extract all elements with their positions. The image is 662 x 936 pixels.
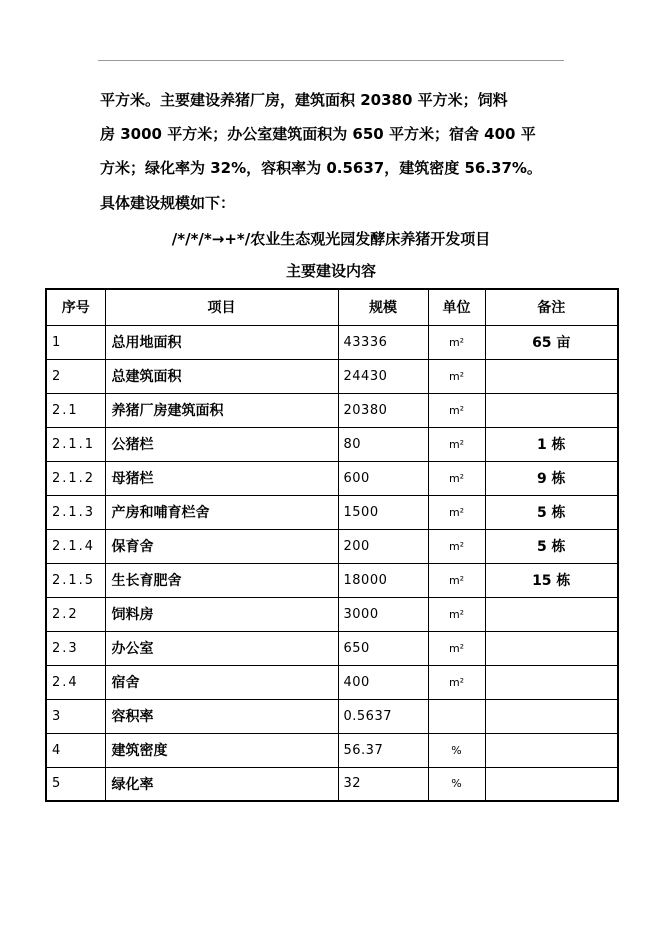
row-item: 母猪栏: [105, 461, 338, 495]
intro-line-2: 房 3000 平方米；办公室建筑面积为 650 平方米；宿舍 400 平: [100, 125, 536, 143]
row-scale: 24430: [338, 359, 428, 393]
table-header-row: [46, 289, 618, 325]
row-item: 生长育肥舍: [105, 563, 338, 597]
row-no: 2.1.2: [46, 461, 105, 495]
row-item: 公猪栏: [105, 427, 338, 461]
row-scale: 56.37: [338, 733, 428, 767]
row-unit: [428, 699, 485, 733]
row-item: 容积率: [105, 699, 338, 733]
row-unit: m²: [428, 461, 485, 495]
table-row: [46, 427, 618, 461]
row-item: 绿化率: [105, 767, 338, 801]
row-item: 饲料房: [105, 597, 338, 631]
table-row: [46, 597, 618, 631]
row-item: 总用地面积: [105, 325, 338, 359]
row-unit: %: [428, 767, 485, 801]
intro-line-3: 方米；绿化率为 32%，容积率为 0.5637，建筑密度 56.37%。: [100, 159, 542, 177]
row-scale: 400: [338, 665, 428, 699]
intro-line-1: 平方米。主要建设养猪厂房，建筑面积 20380 平方米；饲料: [100, 91, 508, 109]
row-unit: m²: [428, 393, 485, 427]
row-unit: m²: [428, 427, 485, 461]
row-no: 2.2: [46, 597, 105, 631]
row-item: 保育舍: [105, 529, 338, 563]
row-scale: 18000: [338, 563, 428, 597]
row-item: 产房和哺育栏舍: [105, 495, 338, 529]
row-no: 4: [46, 733, 105, 767]
row-unit: m²: [428, 325, 485, 359]
row-note: [485, 767, 618, 801]
row-scale: 3000: [338, 597, 428, 631]
row-scale: 650: [338, 631, 428, 665]
table-row: [46, 563, 618, 597]
row-scale: 600: [338, 461, 428, 495]
row-note: [485, 631, 618, 665]
row-unit: m²: [428, 631, 485, 665]
table-body: [46, 325, 618, 801]
row-no: 2: [46, 359, 105, 393]
row-note: 5 栋: [485, 529, 618, 563]
intro-line-4: 具体建设规模如下：: [100, 194, 236, 212]
row-scale: 200: [338, 529, 428, 563]
row-scale: 80: [338, 427, 428, 461]
row-item: 办公室: [105, 631, 338, 665]
table-row: [46, 529, 618, 563]
project-title: /*/*/*→+*/农业生态观光园发酵床养猪开发项目: [171, 230, 491, 248]
row-note: [485, 359, 618, 393]
table-row: [46, 325, 618, 359]
row-unit: m²: [428, 665, 485, 699]
row-no: 2.3: [46, 631, 105, 665]
row-note: 15 栋: [485, 563, 618, 597]
row-note: [485, 393, 618, 427]
row-unit: m²: [428, 597, 485, 631]
row-unit: m²: [428, 495, 485, 529]
row-no: 2.1.1: [46, 427, 105, 461]
row-no: 2.1.5: [46, 563, 105, 597]
row-unit: m²: [428, 563, 485, 597]
header-note: 备注: [485, 289, 618, 325]
row-no: 2.1: [46, 393, 105, 427]
header-rule: [98, 60, 564, 61]
row-item: 宿舍: [105, 665, 338, 699]
row-no: 5: [46, 767, 105, 801]
row-scale: 32: [338, 767, 428, 801]
table-row: [46, 495, 618, 529]
row-no: 3: [46, 699, 105, 733]
row-note: [485, 665, 618, 699]
header-unit: 单位: [428, 289, 485, 325]
row-no: 2.1.3: [46, 495, 105, 529]
row-item: 建筑密度: [105, 733, 338, 767]
construction-table: [45, 288, 619, 802]
table-row: [46, 359, 618, 393]
row-note: 5 栋: [485, 495, 618, 529]
row-scale: 0.5637: [338, 699, 428, 733]
row-no: 1: [46, 325, 105, 359]
row-scale: 20380: [338, 393, 428, 427]
row-unit: %: [428, 733, 485, 767]
table-title: 主要建设内容: [285, 262, 376, 280]
row-note: 1 栋: [485, 427, 618, 461]
row-unit: m²: [428, 529, 485, 563]
row-no: 2.4: [46, 665, 105, 699]
table-row: [46, 393, 618, 427]
row-note: 65 亩: [485, 325, 618, 359]
row-item: 养猪厂房建筑面积: [105, 393, 338, 427]
table-row: [46, 733, 618, 767]
header-no: 序号: [46, 289, 105, 325]
row-item: 总建筑面积: [105, 359, 338, 393]
table-row: [46, 699, 618, 733]
row-note: 9 栋: [485, 461, 618, 495]
table-row: [46, 461, 618, 495]
row-note: [485, 699, 618, 733]
header-item: 项目: [105, 289, 338, 325]
row-note: [485, 597, 618, 631]
table-row: [46, 767, 618, 801]
row-note: [485, 733, 618, 767]
row-scale: 43336: [338, 325, 428, 359]
header-scale: 规模: [338, 289, 428, 325]
row-unit: m²: [428, 359, 485, 393]
row-no: 2.1.4: [46, 529, 105, 563]
table-row: [46, 665, 618, 699]
table-row: [46, 631, 618, 665]
row-scale: 1500: [338, 495, 428, 529]
